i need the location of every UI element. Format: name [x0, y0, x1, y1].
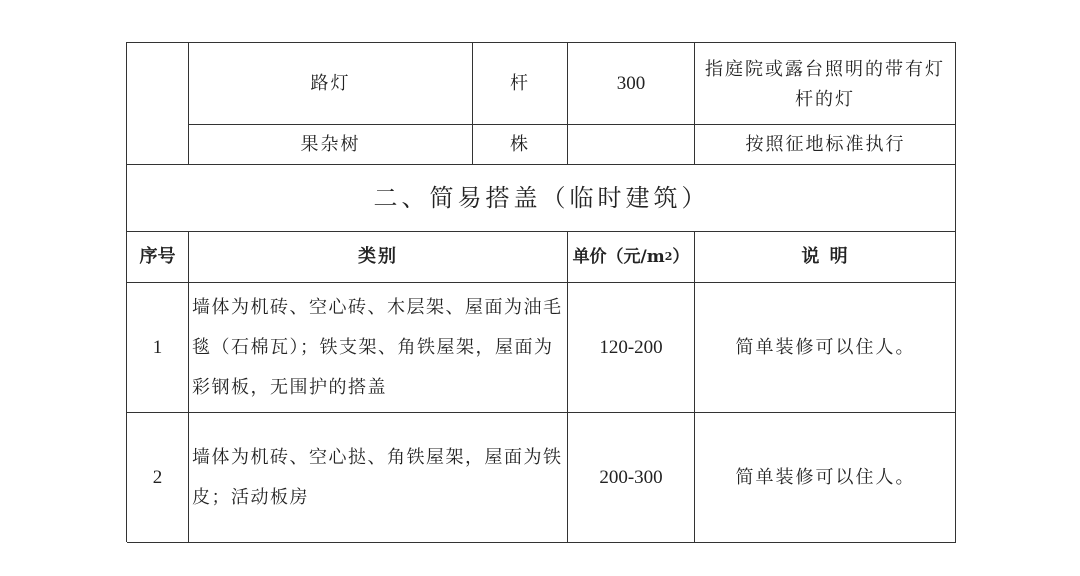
header-note: 说 明 [801, 246, 850, 267]
seq-cell: 1 [152, 336, 163, 358]
note-cell: 简单装修可以住人。 [735, 466, 916, 488]
note-cell: 指庭院或露台照明的带有灯杆的灯 [705, 59, 945, 110]
header-price-prefix: 单价（元/m [572, 247, 665, 267]
document-table [126, 42, 956, 542]
price-cell: 120-200 [599, 336, 663, 358]
rule [127, 542, 956, 543]
note-cell: 简单装修可以住人。 [735, 336, 916, 358]
item-cell: 果杂树 [300, 133, 361, 155]
price-cell: 200-300 [599, 466, 663, 488]
category-cell: 墙体为机砖、空心挞、角铁屋架，屋面为铁皮；活动板房 [192, 446, 563, 508]
header-price-suffix: ） [672, 247, 690, 267]
unit-cell: 杆 [510, 72, 530, 94]
item-cell: 路灯 [310, 72, 351, 94]
header-category: 类别 [358, 246, 398, 267]
unit-cell: 株 [510, 133, 530, 155]
section-title: 二、简易搭盖（临时建筑） [373, 184, 710, 212]
header-seq: 序号 [139, 246, 176, 267]
header-price: 单价（元/m 2 ） [568, 232, 694, 282]
category-cell: 墙体为机砖、空心砖、木层架、屋面为油毛毯（石棉瓦）；铁支架、角铁屋架，屋面为彩钢板，无围护的搭盖 [192, 296, 563, 398]
price-cell [568, 125, 694, 164]
note-cell: 按照征地标准执行 [745, 133, 906, 155]
price-cell: 300 [616, 72, 646, 94]
seq-cell: 2 [152, 466, 163, 488]
